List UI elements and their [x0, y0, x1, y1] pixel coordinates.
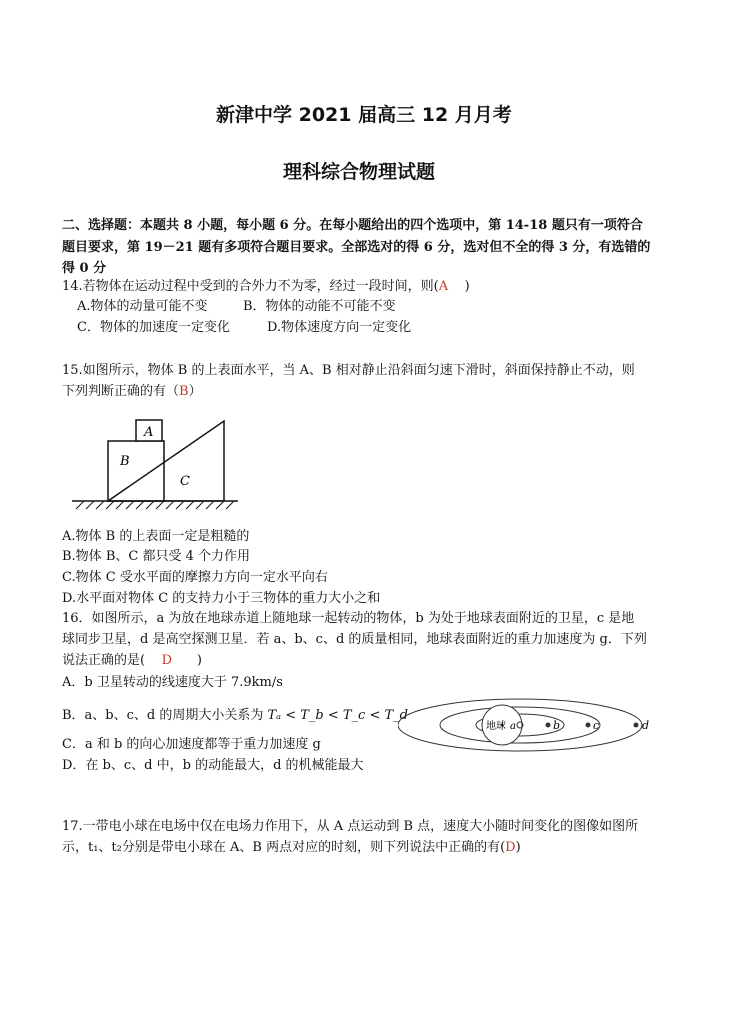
q15-stem-line-2 — [62, 382, 202, 401]
block-b — [108, 441, 164, 501]
point-b — [546, 723, 551, 728]
point-d — [634, 723, 639, 728]
q15-figure — [66, 415, 242, 511]
q17-answer: D — [505, 840, 516, 855]
q16-stem-text: 说法正确的是( — [62, 653, 146, 668]
ground-hatching — [76, 501, 234, 509]
q15-option-b: B.物体 B、C 都只受 4 个力作用 — [62, 549, 250, 564]
q15-answer: B — [179, 384, 189, 399]
q15-stem-line-1: 15.如图所示，物体 B 的上表面水平，当 A、B 相对静止沿斜面匀速下滑时，斜面保持静止不动，则 — [62, 363, 635, 378]
fig-label-a: a — [510, 721, 516, 732]
q14-close: ) — [464, 279, 470, 294]
q17-stem-text: 示，t₁、t₂分别是带电小球在 A、B 两点对应的时刻，则下列说法中正确的有( — [62, 840, 506, 855]
page-subtitle: 理科综合物理试题 — [283, 161, 436, 183]
section-line-2: 题目要求，第 19－21 题有多项符合题目要求。全部选对的得 6 分，选对但不全的得 3 分，有选错的 — [62, 240, 651, 255]
fig-label-c: c — [593, 719, 600, 732]
section-line-3: 得 0 分 — [62, 261, 107, 276]
q16-option-b — [62, 706, 408, 725]
q14-option-a: A.物体的动量可能不变 — [77, 299, 208, 314]
q17-stem-line-2 — [62, 838, 521, 857]
q16-stem-line-2: 球同步卫星，d 是高空探测卫星．若 a、b、c、d 的质量相同，地球表面附近的重力加速度为 g．下列 — [62, 632, 647, 647]
q16-figure — [398, 697, 670, 753]
q14-option-c: C．物体的加速度一定变化 — [77, 320, 230, 335]
fig-label-a: A — [144, 425, 154, 440]
q15-close: ） — [188, 384, 202, 399]
q15-option-a: A.物体 B 的上表面一定是粗糙的 — [62, 529, 250, 544]
fig-label-d: d — [642, 719, 650, 732]
q14-stem-text: 14.若物体在运动过程中受到的合外力不为零，经过一段时间，则( — [62, 279, 439, 294]
fig-label-b: b — [553, 719, 561, 732]
q16-stem-line-1: 16．如图所示，a 为放在地球赤道上随地球一起转动的物体，b 为处于地球表面附近的卫星，c 是地 — [62, 611, 635, 626]
page-title: 新津中学 2021 届高三 12 月月考 — [216, 104, 512, 126]
earth-label: 地球 — [486, 721, 506, 732]
q16-option-a: A．b 卫星转动的线速度大于 7.9km/s — [62, 675, 283, 690]
fig-label-b: B — [120, 454, 130, 469]
q17-stem-line-1: 17.一带电小球在电场中仅在电场力作用下，从 A 点运动到 B 点，速度大小随时间变化的图像如图所 — [62, 819, 639, 834]
q16-option-c: C．a 和 b 的向心加速度都等于重力加速度 g — [62, 737, 321, 752]
fig-label-c: C — [180, 474, 190, 489]
q15-stem-text: 下列判断正确的有（ — [62, 384, 180, 399]
q16-option-d: D．在 b、c、d 中，b 的动能最大，d 的机械能最大 — [62, 758, 364, 773]
q16-close: ) — [196, 653, 202, 668]
q14-stem — [62, 277, 470, 296]
q15-option-d: D.水平面对物体 C 的支持力小于三物体的重力大小之和 — [62, 591, 381, 606]
q17-close: ) — [515, 840, 521, 855]
q16-option-b-formula: Tₐ < T_b < T_c < T_d — [267, 708, 408, 723]
q14-answer: A — [438, 279, 449, 294]
q14-option-d: D.物体速度方向一定变化 — [267, 320, 412, 335]
q16-stem-line-3 — [62, 651, 202, 670]
q16-option-b-text: B．a、b、c、d 的周期大小关系为 — [62, 708, 264, 723]
q14-option-b: B．物体的动能不可能不变 — [243, 299, 396, 314]
point-c — [586, 723, 591, 728]
section-line-1: 二、选择题：本题共 8 小题，每小题 6 分。在每小题给出的四个选项中，第 14-18 题只有一项符合 — [62, 218, 643, 233]
q16-answer: D — [161, 653, 173, 668]
q15-option-c: C.物体 C 受水平面的摩擦力方向一定水平向右 — [62, 570, 328, 585]
